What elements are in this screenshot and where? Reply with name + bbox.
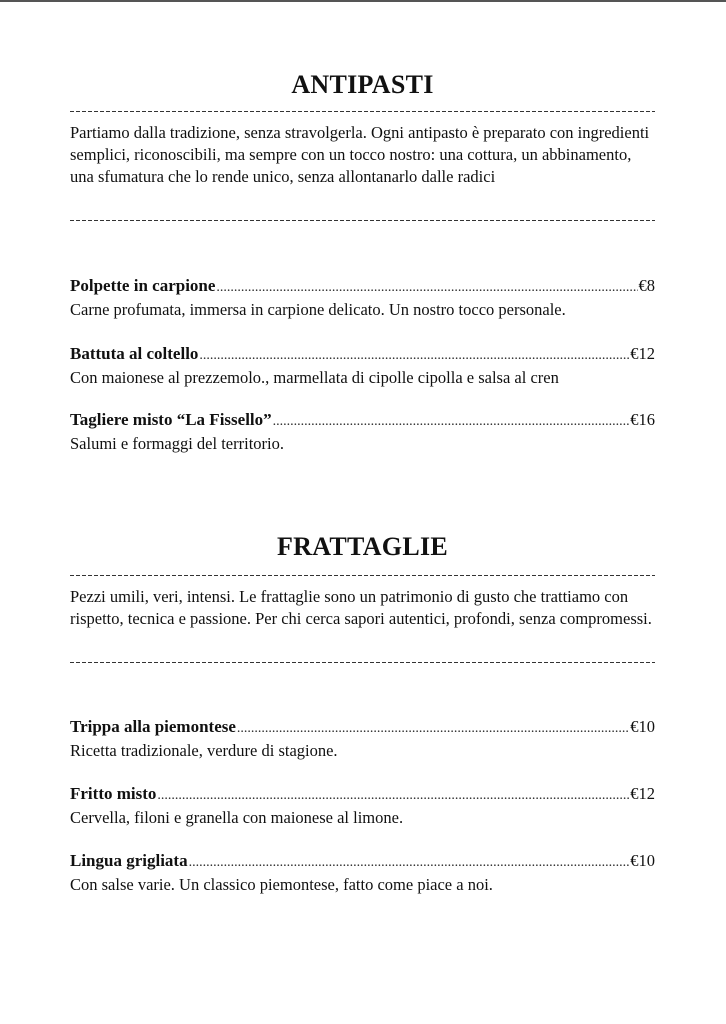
section-title-frattaglie: FRATTAGLIE — [276, 532, 449, 561]
item-description: Con salse varie. Un classico piemontese, fatto come piace a noi. — [70, 875, 493, 894]
menu-item — [70, 409, 655, 455]
menu-item — [70, 716, 655, 762]
divider — [70, 575, 655, 576]
divider — [70, 220, 655, 221]
section-intro-frattaglie: Pezzi umili, veri, intensi. Le frattaglie sono un patrimonio di gusto che trattiamo con rispetto, tecnica e passione. Per chi cerca sapori autentici, profondi, senza compromessi. — [70, 587, 652, 628]
item-price: €16 — [630, 410, 655, 429]
item-name: Battuta al coltello — [70, 344, 199, 363]
item-price: €8 — [638, 276, 655, 295]
item-description: Con maionese al prezzemolo., marmellata di cipolle cipolla e salsa al cren — [70, 368, 559, 387]
item-name: Fritto misto — [70, 784, 157, 803]
item-description: Ricetta tradizionale, verdure di stagione. — [70, 741, 338, 760]
item-description: Carne profumata, immersa in carpione delicato. Un nostro tocco personale. — [70, 300, 566, 319]
section-title-antipasti: ANTIPASTI — [291, 70, 434, 99]
dot-leader — [273, 411, 630, 433]
item-price: €12 — [630, 344, 655, 363]
item-price: €12 — [630, 784, 655, 803]
divider — [70, 662, 655, 663]
dot-leader — [237, 718, 629, 740]
item-name: Trippa alla piemontese — [70, 717, 236, 736]
dot-leader — [157, 785, 629, 807]
dot-leader — [199, 345, 629, 367]
item-name: Polpette in carpione — [70, 276, 216, 295]
section-intro-antipasti: Partiamo dalla tradizione, senza stravolgerla. Ogni antipasto è preparato con ingredienti semplici, riconoscibili, ma sempre con un tocco nostro: una cottura, un abbinamento, una sfumatura che lo rende unico, senza allontanarlo dalle radici — [70, 123, 650, 186]
dot-leader — [189, 852, 630, 874]
item-description: Cervella, filoni e granella con maionese al limone. — [70, 808, 404, 827]
item-name: Tagliere misto “La Fissello” — [70, 410, 272, 429]
menu-item — [70, 343, 655, 389]
menu-item — [70, 850, 655, 896]
menu-item — [70, 275, 655, 321]
item-description: Salumi e formaggi del territorio. — [70, 434, 284, 453]
divider — [70, 111, 655, 112]
menu-item — [70, 783, 655, 829]
item-price: €10 — [630, 717, 655, 736]
item-price: €10 — [630, 851, 655, 870]
dot-leader — [216, 277, 637, 299]
item-name: Lingua grigliata — [70, 851, 188, 870]
